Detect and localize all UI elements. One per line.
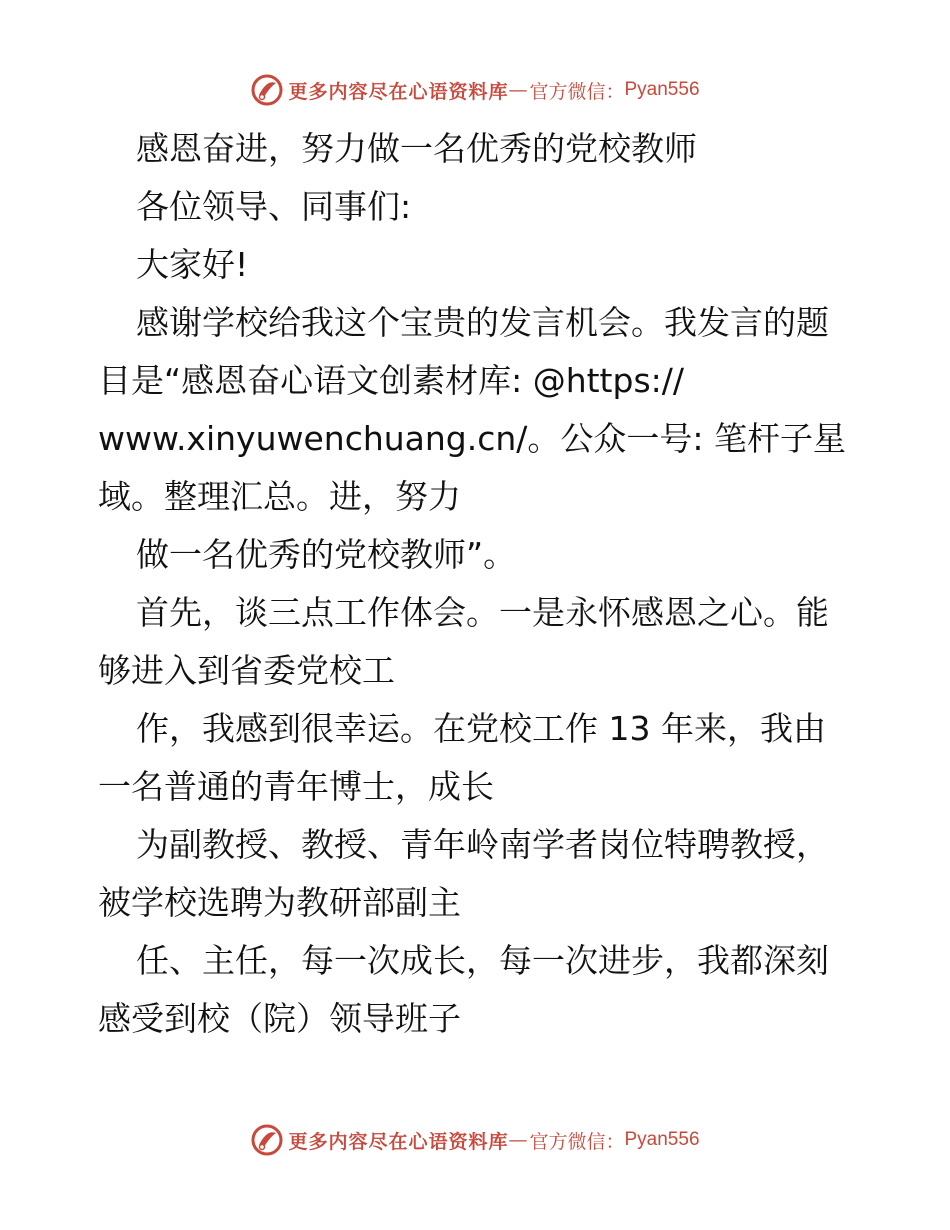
document-body bbox=[98, 120, 858, 1048]
paragraph: 首先，谈三点工作体会。一是永怀感恩之心。能够进入到省委党校工 bbox=[98, 593, 829, 690]
banner-wechat-id: Pyan556 bbox=[624, 1129, 700, 1150]
footer-banner bbox=[0, 1120, 950, 1160]
banner-dash: — bbox=[508, 79, 528, 101]
paragraph: 为副教授、教授、青年岭南学者岗位特聘教授，被学校选聘为教研部副主 bbox=[98, 825, 829, 922]
document-title: 感恩奋进，努力做一名优秀的党校教师 bbox=[136, 129, 697, 168]
paragraph: 任、主任，每一次成长，每一次进步，我都深刻感受到校（院）领导班子 bbox=[98, 941, 829, 1038]
paragraph: 感谢学校给我这个宝贵的发言机会。我发言的题目是“感恩奋心语文创素材库: @https:// www.xinyuwenchuang.cn/。公众一号: 笔杆子星域。整理汇总。进，努力 bbox=[98, 303, 847, 516]
banner-wechat-label: 官方微信： bbox=[529, 80, 625, 103]
banner-text: 更多内容尽在心语资料库 bbox=[288, 1130, 509, 1153]
banner-text: 更多内容尽在心语资料库 bbox=[288, 80, 509, 103]
logo-icon bbox=[250, 1123, 284, 1157]
paragraph: 做一名优秀的党校教师”。 bbox=[136, 535, 517, 574]
banner-dash: — bbox=[508, 1129, 528, 1151]
logo-icon bbox=[250, 73, 284, 107]
banner-wechat-id: Pyan556 bbox=[624, 79, 700, 100]
salutation: 各位领导、同事们: bbox=[136, 187, 412, 226]
header-banner bbox=[0, 70, 950, 110]
paragraph: 作，我感到很幸运。在党校工作 13 年来，我由一名普通的青年博士，成长 bbox=[98, 709, 826, 806]
banner-wechat-label: 官方微信： bbox=[529, 1130, 625, 1153]
greeting: 大家好! bbox=[136, 245, 249, 284]
